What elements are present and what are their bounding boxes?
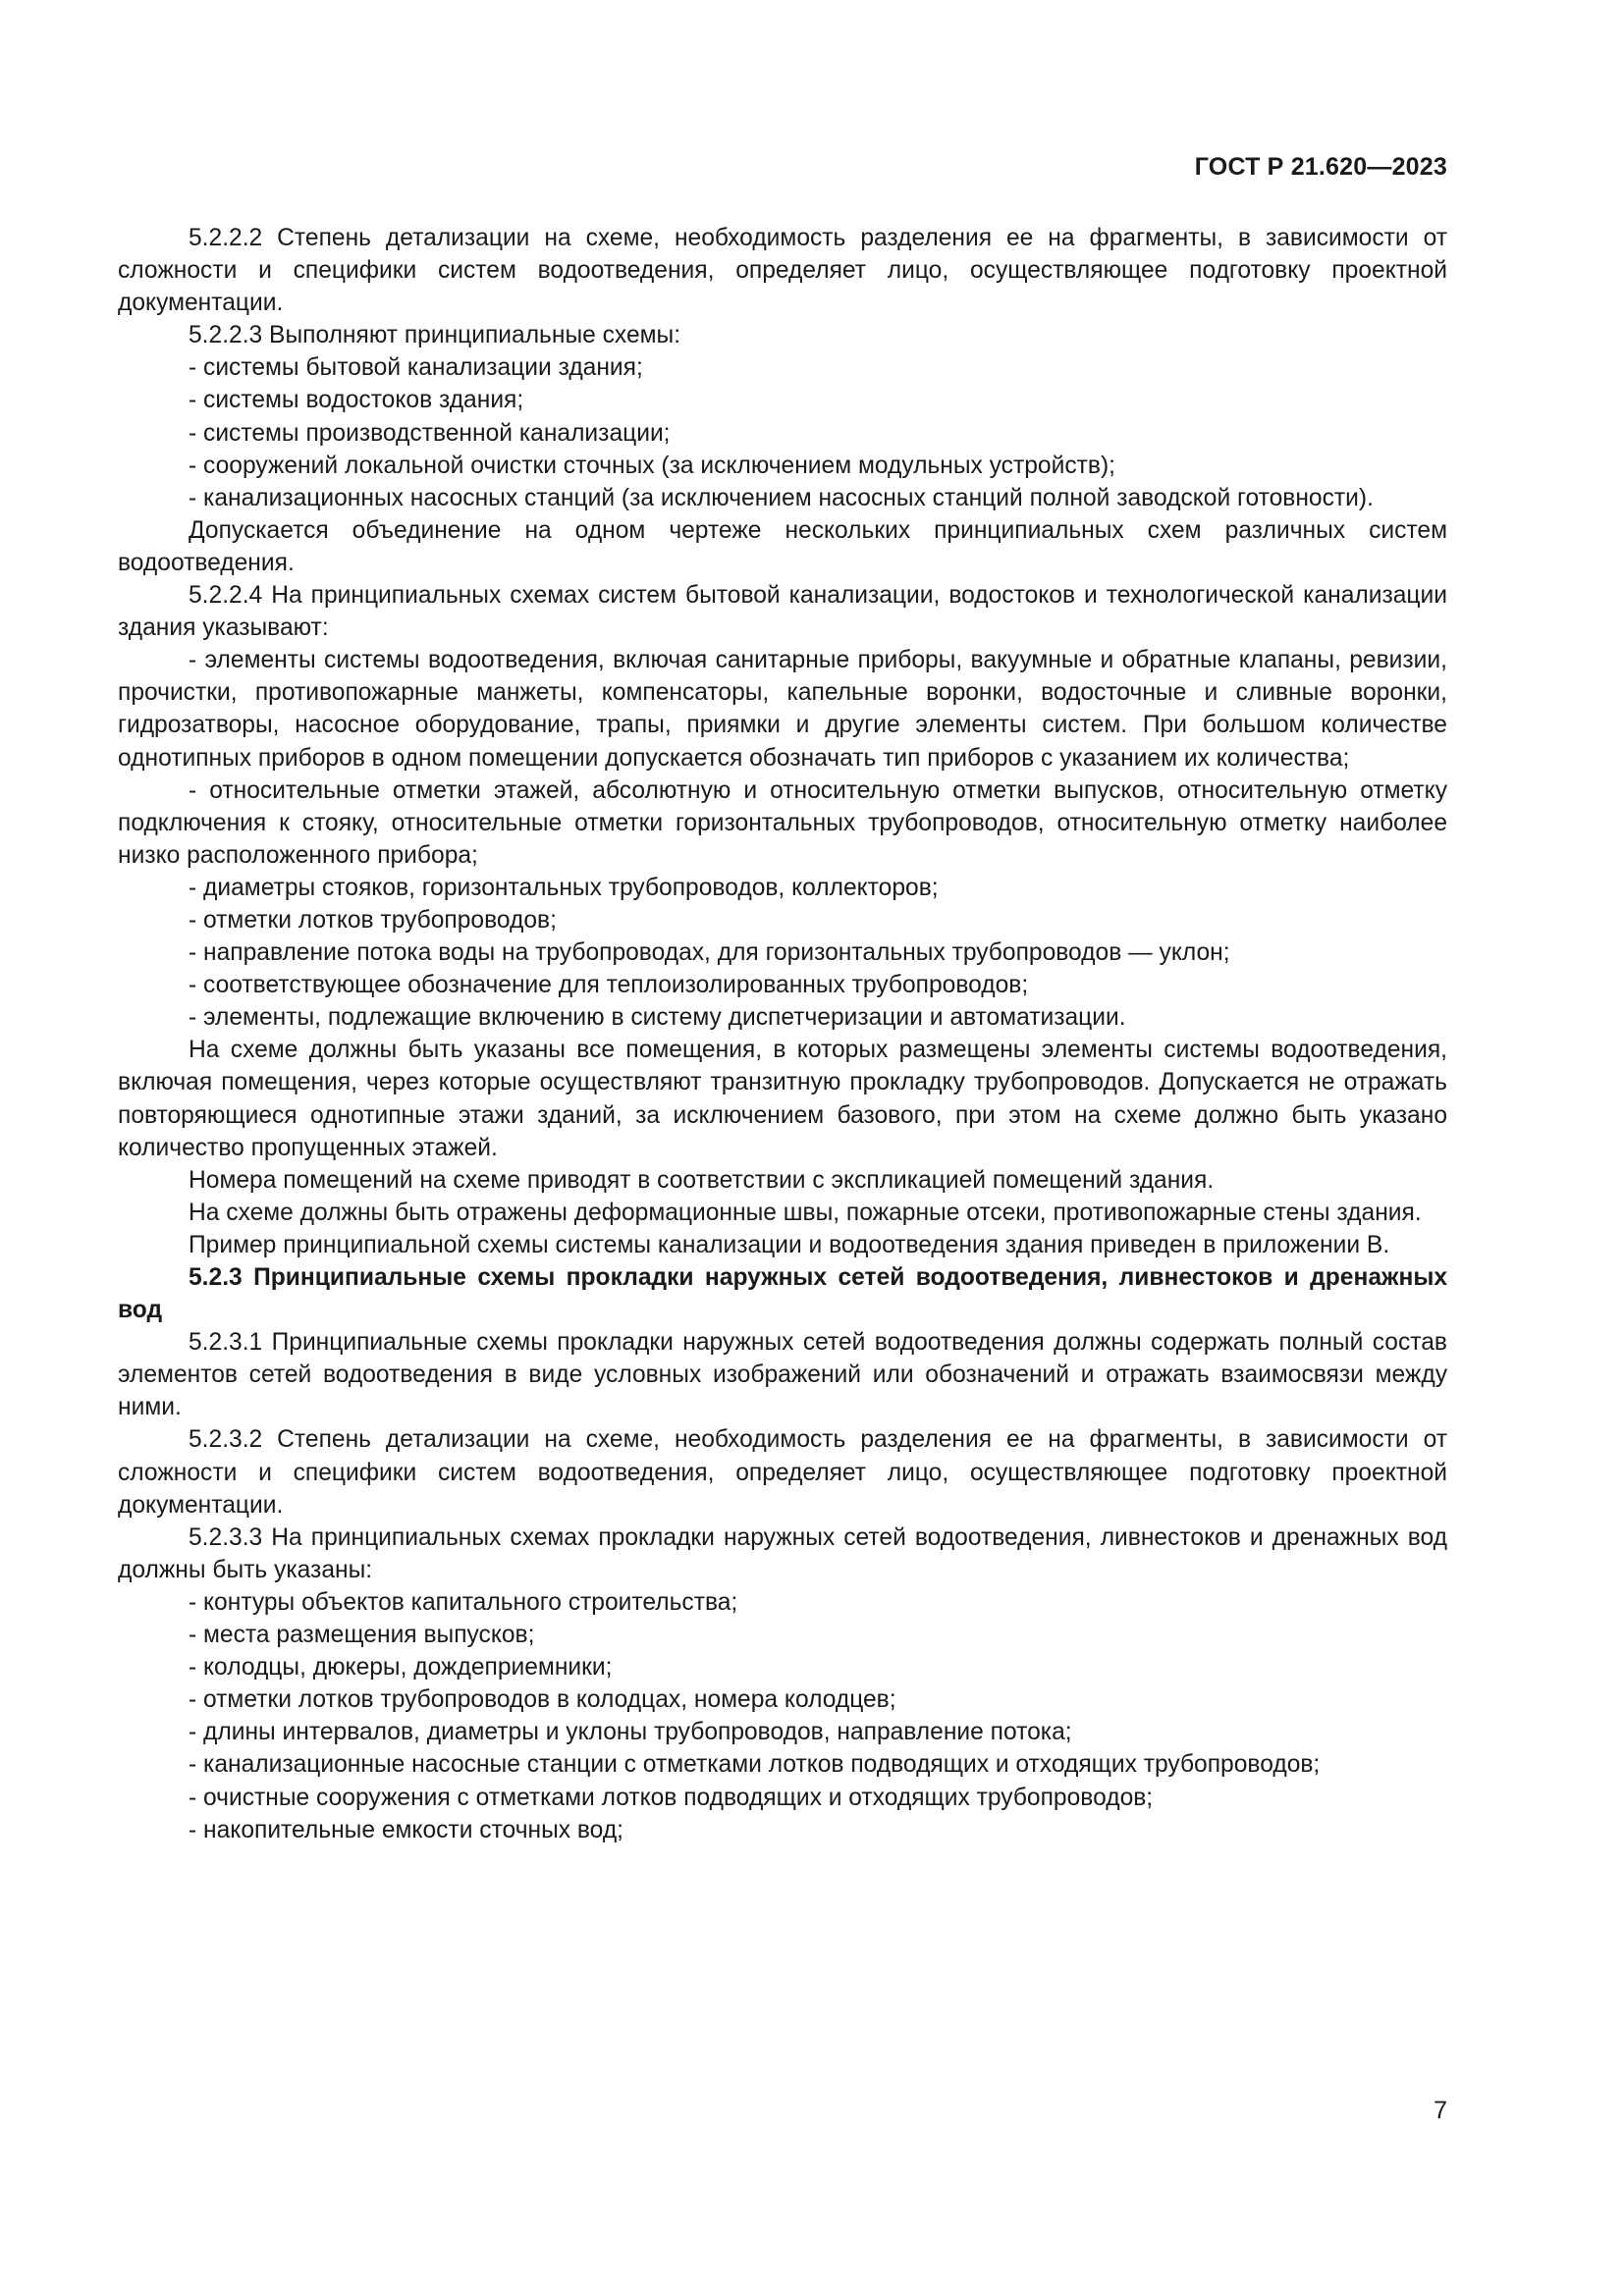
paragraph: 5.2.3.1 Принципиальные схемы прокладки наружных сетей водоотведения должны содержать полный состав элементов сетей водоотведения в виде условных изображений или обозначений и отражать взаимосвязи между ними. [118, 1329, 1447, 1421]
list-item: - места размещения выпусков; [189, 1622, 535, 1649]
list-item: - системы водостоков здания; [189, 387, 524, 414]
paragraph: На схеме должны быть отражены деформационные швы, пожарные отсеки, противопожарные стены здания. [189, 1199, 1422, 1226]
list-item: - очистные сооружения с отметками лотков подводящих и отходящих трубопроводов; [189, 1784, 1154, 1811]
page-body [118, 222, 1447, 1846]
list-item: - колодцы, дюкеры, дождеприемники; [189, 1654, 613, 1682]
paragraph: Допускается объединение на одном чертеже нескольких принципиальных схем различных систем водоотведения. [118, 516, 1447, 576]
list-item: - элементы, подлежащие включению в систему диспетчеризации и автоматизации. [189, 1004, 1126, 1032]
list-item: - канализационных насосных станций (за исключением насосных станций полной заводской готовности). [189, 484, 1374, 511]
list-item: - соответствующее обозначение для теплоизолированных трубопроводов; [189, 972, 1029, 999]
paragraph: 5.2.2.2 Степень детализации на схеме, необходимость разделения ее на фрагменты, в зависимости от сложности и специфики систем водоотведения, определяет лицо, осуществляющее подготовку проектной документации. [118, 225, 1447, 317]
list-item: - контуры объектов капитального строительства; [189, 1588, 738, 1616]
list-item: - отметки лотков трубопроводов в колодцах, номера колодцев; [189, 1686, 896, 1714]
list-item: - диаметры стояков, горизонтальных трубопроводов, коллекторов; [189, 874, 939, 901]
paragraph: 5.2.3.3 На принципиальных схемах прокладки наружных сетей водоотведения, ливнестоков и дренажных вод должны быть указаны: [118, 1523, 1447, 1583]
paragraph: Пример принципиальной схемы системы канализации и водоотведения здания приведен в приложении В. [189, 1231, 1390, 1258]
paragraph: 5.2.2.3 Выполняют принципиальные схемы: [189, 322, 681, 349]
paragraph: 5.2.3.2 Степень детализации на схеме, необходимость разделения ее на фрагменты, в зависимости от сложности и специфики систем водоотведения, определяет лицо, осуществляющее подготовку проектной документации. [118, 1426, 1447, 1519]
paragraph: На схеме должны быть указаны все помещения, в которых размещены элементы системы водоотведения, включая помещения, через которые осуществляют транзитную прокладку трубопроводов. Допускается не отражать повторяющиеся однотипные этажи зданий, за исключением базового, при этом на схеме должно быть указано количество пропущенных этажей. [118, 1037, 1447, 1161]
list-item: - отметки лотков трубопроводов; [189, 906, 557, 934]
list-item: - канализационные насосные станции с отметками лотков подводящих и отходящих трубопроводов; [189, 1751, 1321, 1779]
document-code-header: ГОСТ Р 21.620—2023 [1194, 153, 1447, 181]
list-item: - направление потока воды на трубопроводах, для горизонтальных трубопроводов — уклон; [189, 939, 1230, 967]
list-item: - относительные отметки этажей, абсолютную и относительную отметки выпусков, относительную отметку подключения к стояку, относительные отметки горизонтальных трубопроводов, относительную отметку наиболее низко расположенного прибора; [118, 776, 1447, 869]
paragraph: Номера помещений на схеме приводят в соответствии с экспликацией помещений здания. [189, 1166, 1215, 1194]
list-item: - накопительные емкости сточных вод; [189, 1816, 623, 1843]
section-heading: 5.2.3 Принципиальные схемы прокладки наружных сетей водоотведения, ливнестоков и дренажных вод [118, 1264, 1447, 1324]
list-item: - элементы системы водоотведения, включая санитарные приборы, вакуумные и обратные клапаны, ревизии, прочистки, противопожарные манжеты, компенсаторы, капельные воронки, водосточные и сливные воронки, гидрозатворы, насосное оборудование, трапы, приямки и другие элементы систем. При большом количестве однотипных приборов в одном помещении допускается обозначать тип приборов с указанием их количества; [118, 647, 1447, 772]
list-item: - системы бытовой канализации здания; [189, 354, 643, 382]
paragraph: 5.2.2.4 На принципиальных схемах систем бытовой канализации, водостоков и технологической канализации здания указывают: [118, 582, 1447, 642]
list-item: - системы производственной канализации; [189, 419, 671, 447]
page-number: 7 [1434, 2097, 1447, 2124]
list-item: - сооружений локальной очистки сточных (за исключением модульных устройств); [189, 452, 1115, 479]
list-item: - длины интервалов, диаметры и уклоны трубопроводов, направление потока; [189, 1719, 1072, 1746]
